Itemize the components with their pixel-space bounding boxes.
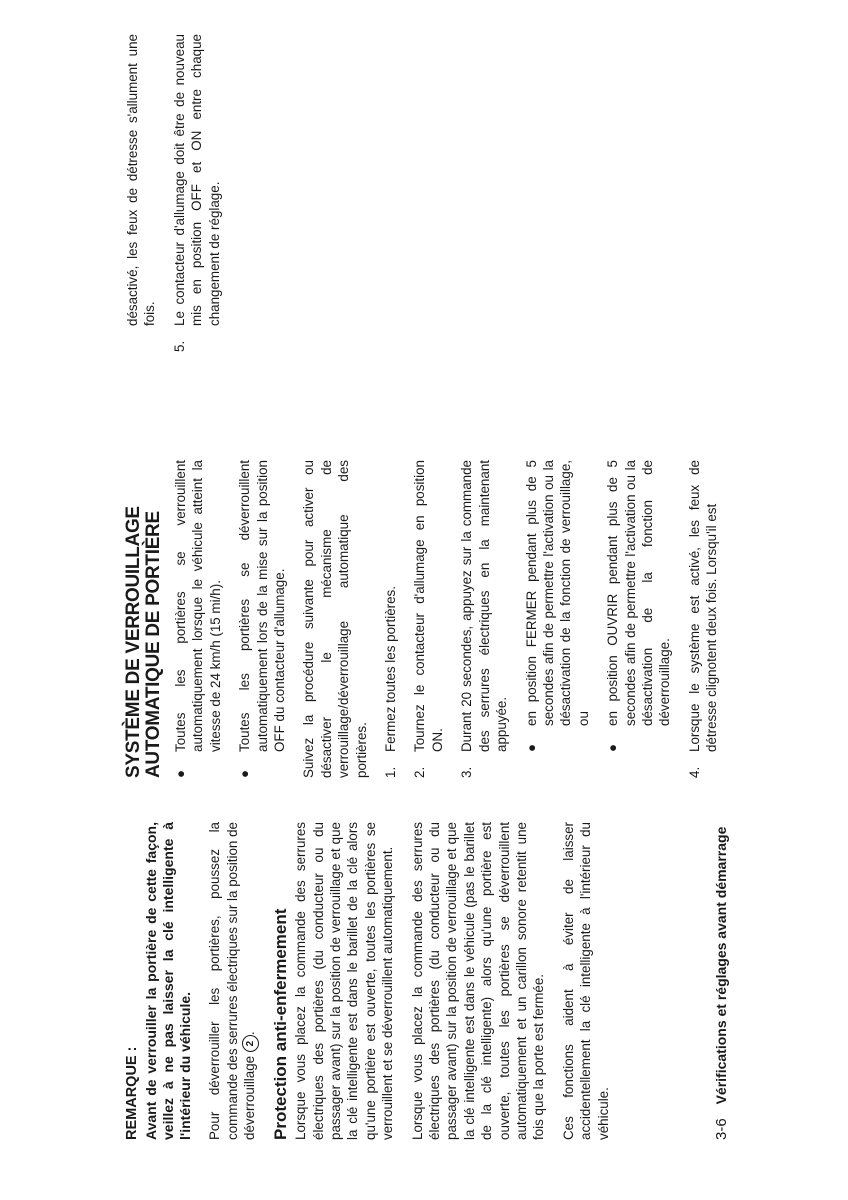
bullet-icon: ● (523, 743, 539, 752)
page-footer (713, 827, 730, 1140)
step-text: Tournez le contacteur d'allumage en position ON. (412, 460, 445, 752)
bullet-icon: ● (237, 769, 253, 778)
section-heading-auto-lock: SYSTÈME DE VERROUILLAGE AUTOMATIQUE DE PORTIÈRE (123, 506, 164, 778)
page-number: 3-6 (713, 1118, 730, 1140)
step-number: 1. (383, 766, 399, 778)
note-label: REMARQUE : (124, 1046, 140, 1140)
bullet-item (236, 460, 288, 778)
paragraph-2: Lorsque vous placez la commande des serrures électriques des portières (du conducteur ou du passager avant) sur la position de verrouillage et que la clé intelligente est dans le véhicule (pas le barillet de la clé intelligente) alors qu'une portière est ouverte, toutes les portières se déverrouillent automatiquement et un carillon sonore retentit une fois que la porte est fermée. (409, 822, 547, 1140)
paragraph-3: Ces fonctions aident à éviter de laisser accidentellement la clé intelligente à l'intérieur du véhicule. (560, 822, 611, 1140)
intro-paragraph: Suivez la procédure suivante pour activer ou désactiver le mécanisme de verrouillage/déverrouillage automatique des portières. (301, 460, 369, 778)
step-text: Durant 20 secondes, appuyez sur la commande des serrures électriques en la maintenant appuyée. (459, 460, 510, 752)
sub-bullet-item (604, 460, 674, 752)
step-number: 4. (686, 766, 702, 778)
unlock-paragraph (206, 822, 259, 1140)
step-item (411, 460, 446, 778)
paragraph-1: Lorsque vous placez la commande des serrures électriques des portières (du conducteur ou du passager avant) sur la position de verrouillage et que la clé intelligente est dans le barillet de la clé alors qu'une portière est ouverte, toutes les portières se verrouillent et se déverrouillent automatiquement. (293, 822, 396, 1140)
continued-text: désactivé, les feux de détresse s'allument une fois. (125, 34, 158, 326)
bullet-icon: ● (605, 743, 621, 752)
sub-bullet-item (523, 460, 593, 752)
unlock-text-end: . (242, 1031, 258, 1036)
column-1 (124, 822, 624, 1140)
bullet-item (172, 460, 224, 778)
bullet-icon: ● (173, 769, 188, 778)
step-text: Lorsque le système est activé, les feux de détresse clignotent deux fois. Lorsqu'il est (686, 460, 720, 752)
step-text: Le contacteur d'allumage doit être de nouveau mis en position OFF et ON entre chaque changement de réglage. (171, 34, 222, 326)
column-3 (124, 34, 235, 352)
sub-bullet-text: en position OUVRIR pendant plus de 5 secondes afin de permettre l'activation ou la désactivation de la fonction de déverrouillage. (605, 460, 673, 726)
step-number: 5. (171, 340, 187, 352)
step-item (458, 460, 510, 778)
step-number: 2. (412, 766, 428, 778)
section-title: Vérifications et réglages avant démarrage (713, 826, 729, 1105)
circled-number-2: 2 (242, 1035, 259, 1052)
section-heading-anti-lockout: Protection anti-enfermement (271, 908, 291, 1140)
step-number: 3. (459, 766, 475, 778)
sub-bullet-text: en position FERMER pendant plus de 5 secondes afin de permettre l'activation ou la désactivation de la fonction de verrouillage, ou (523, 460, 591, 726)
step-text: Fermez toutes les portières. (383, 586, 399, 752)
column-2 (124, 460, 733, 778)
unlock-text: Pour déverrouiller les portières, poussez la commande des serrures électriques sur la position de déverrouillage (207, 822, 258, 1140)
note-text: Avant de verrouiller la portière de cette façon, veillez à ne pas laisser la clé intelligente à l'intérieur du véhicule. (143, 822, 194, 1140)
step-item (382, 460, 399, 778)
step-item (686, 460, 721, 778)
bullet-text: Toutes les portières se verrouillent automatiquement lorsque le véhicule atteint la vitesse de 24 km/h (15 mi/h). (173, 460, 223, 752)
step-item (171, 34, 223, 352)
bullet-text: Toutes les portières se déverrouillent automatiquement lors de la mise sur la position OFF du contacteur d'allumage. (237, 460, 288, 752)
